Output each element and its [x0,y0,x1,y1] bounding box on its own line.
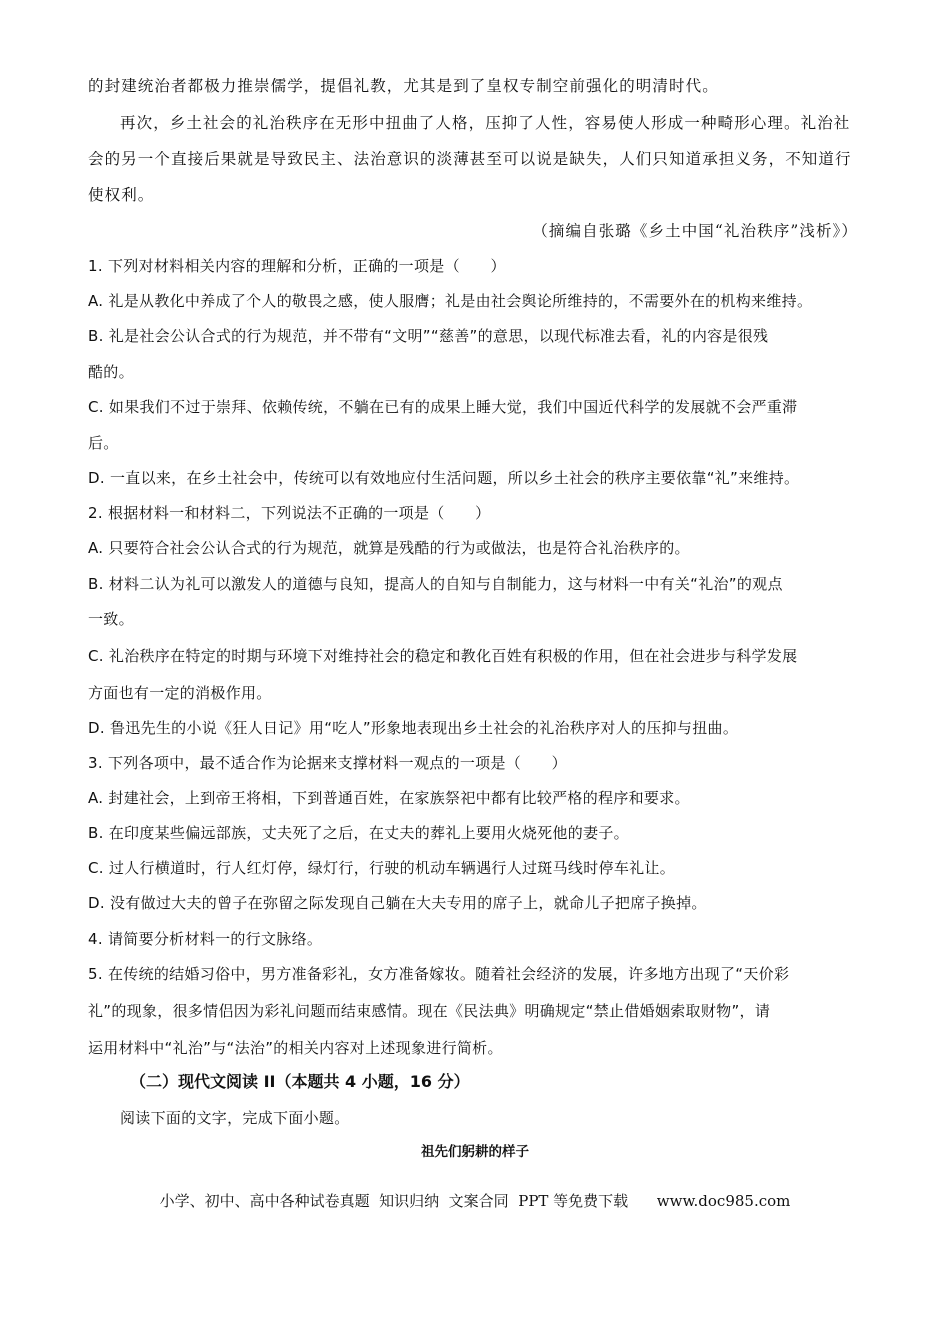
question-2-option-a: A. 只要符合社会公认合式的行为规范，就算是残酷的行为或做法，也是符合礼治秩序的。 [88,539,690,557]
question-5-stem-cont: 运用材料中“礼治”与“法治”的相关内容对上述现象进行简析。 [88,1039,503,1057]
question-2-stem: 2. 根据材料一和材料二，下列说法不正确的一项是（ ） [88,504,491,522]
passage-line: 会的另一个直接后果就是导致民主、法治意识的淡薄甚至可以说是缺失，人们只知道承担义务，不知道行 [88,150,852,168]
question-5-stem: 5. 在传统的结婚习俗中，男方准备彩礼，女方准备嫁妆。随着社会经济的发展，许多地方出现了“天价彩 [88,965,790,983]
question-2-option-b: B. 材料二认为礼可以激发人的道德与良知，提高人的自知与自制能力，这与材料一中有关“礼治”的观点 [88,575,783,593]
question-3-option-a: A. 封建社会，上到帝王将相，下到普通百姓，在家族祭祀中都有比较严格的程序和要求。 [88,789,690,807]
question-1-option-b-cont: 酷的。 [88,363,134,381]
question-3-stem: 3. 下列各项中，最不适合作为论据来支撑材料一观点的一项是（ ） [88,754,567,772]
question-1-option-b: B. 礼是社会公认合式的行为规范，并不带有“文明”“慈善”的意思，以现代标准去看，礼的内容是很残 [88,327,769,345]
question-2-option-c: C. 礼治秩序在特定的时期与环境下对维持社会的稳定和教化百姓有积极的作用，但在社会进步与科学发展 [88,647,798,665]
question-1-option-c: C. 如果我们不过于崇拜、依赖传统，不躺在已有的成果上睡大觉，我们中国近代科学的发展就不会严重滞 [88,398,798,416]
question-1-option-c-cont: 后。 [88,434,119,452]
article-title: 祖先们躬耕的样子 [421,1144,529,1160]
question-1-option-d: D. 一直以来，在乡土社会中，传统可以有效地应付生活问题，所以乡土社会的秩序主要依靠“礼”来维持。 [88,469,800,487]
section-heading: （二）现代文阅读 II（本题共 4 小题，16 分） [130,1072,470,1091]
question-1-stem: 1. 下列对材料相关内容的理解和分析，正确的一项是（ ） [88,257,506,275]
question-2-option-b-cont: 一致。 [88,610,134,628]
question-2-option-d: D. 鲁迅先生的小说《狂人日记》用“吃人”形象地表现出乡土社会的礼治秩序对人的压抑与扭曲。 [88,719,739,737]
question-3-option-b: B. 在印度某些偏远部族，丈夫死了之后，在丈夫的葬礼上要用火烧死他的妻子。 [88,824,629,842]
passage-source: （摘编自张璐《乡土中国“礼治秩序”浅析》） [532,222,858,240]
page-footer: 小学、初中、高中各种试卷真题 知识归纳 文案合同 PPT 等免费下载 www.doc985.com [159,1192,791,1210]
passage-line: 使权利。 [88,186,155,204]
question-3-option-d: D. 没有做过大夫的曾子在弥留之际发现自己躺在大夫专用的席子上，就命儿子把席子换掉。 [88,894,707,912]
question-3-option-c: C. 过人行横道时，行人红灯停，绿灯行，行驶的机动车辆遇行人过斑马线时停车礼让。 [88,859,676,877]
section-instruction: 阅读下面的文字，完成下面小题。 [120,1109,350,1127]
question-5-stem-cont: 礼”的现象，很多情侣因为彩礼问题而结束感情。现在《民法典》明确规定“禁止借婚姻索取财物”，请 [88,1002,771,1020]
passage-line: 的封建统治者都极力推崇儒学，提倡礼教，尤其是到了皇权专制空前强化的明清时代。 [88,77,719,95]
passage-line: 再次，乡土社会的礼治秩序在无形中扭曲了人格，压抑了人性，容易使人形成一种畸形心理。礼治社 [120,114,851,132]
question-2-option-c-cont: 方面也有一定的消极作用。 [88,684,272,702]
question-1-option-a: A. 礼是从教化中养成了个人的敬畏之感，使人服膺；礼是由社会舆论所维持的，不需要外在的机构来维持。 [88,292,813,310]
question-4-stem: 4. 请简要分析材料一的行文脉络。 [88,930,323,948]
